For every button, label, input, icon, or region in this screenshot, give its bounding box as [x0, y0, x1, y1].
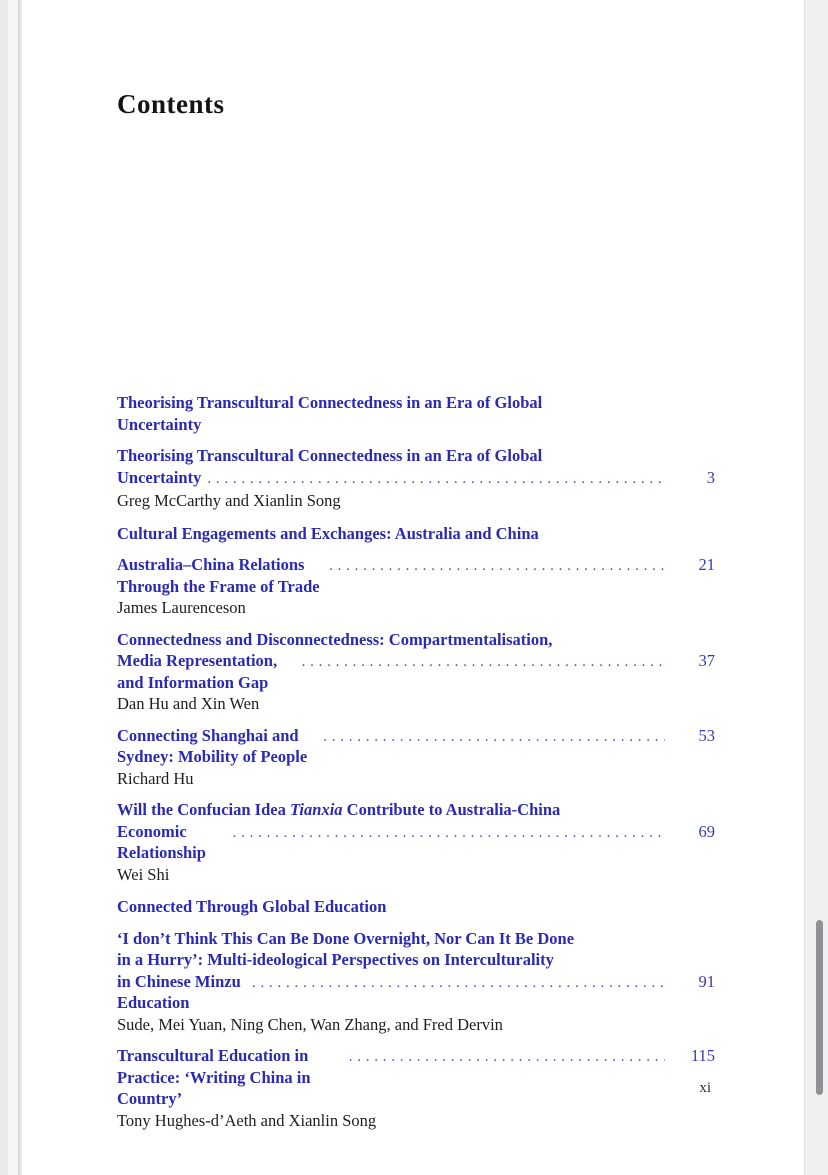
- toc-part-heading: [117, 392, 715, 435]
- toc-part-heading: [117, 523, 715, 545]
- toc-title-line: Theorising Transcultural Connectedness in an Era of Global: [117, 393, 543, 412]
- toc-title-line: Australia–China Relations Through the Frame of Trade . . . 21: [117, 554, 715, 597]
- toc-page-number: 69: [698, 821, 715, 841]
- toc-part-heading: [117, 896, 715, 918]
- dot-leader: [302, 652, 665, 674]
- toc-title-line: Economic Relationship . . . 69: [117, 821, 715, 864]
- toc-title-line: Transcultural Education in Practice: ‘Writing China in Country’ . . . 115: [117, 1045, 715, 1110]
- contents-title: Contents: [117, 89, 225, 119]
- toc-page-number: 37: [698, 651, 715, 670]
- toc-list: [117, 392, 715, 1141]
- toc-title-line: ‘I don’t Think This Can Be Done Overnight, Nor Can It Be Done: [117, 928, 575, 948]
- toc-entry-authors: James Laurenceson: [117, 598, 246, 617]
- document-page: [22, 0, 805, 1175]
- toc-title-line: Media Representation, and Information Gap . . . 37: [117, 650, 715, 693]
- toc-entry[interactable]: [117, 445, 715, 512]
- toc-title-line: Connectedness and Disconnectedness: Compartmentalisation,: [117, 629, 553, 649]
- toc-entry[interactable]: [117, 799, 715, 885]
- toc-title-line: Will the Confucian Idea Tianxia Contribute to Australia-China: [117, 800, 561, 819]
- toc-title-line: Uncertainty . . . 3: [117, 467, 715, 491]
- toc-page-number: 21: [698, 555, 715, 574]
- toc-title-line: Theorising Transcultural Connectedness in an Era of Global: [117, 446, 543, 465]
- toc-title-line: Connecting Shanghai and Sydney: Mobility of People . . . 53: [117, 725, 715, 768]
- toc-entry-authors: Dan Hu and Xin Wen: [117, 694, 260, 713]
- toc-entry-authors: Sude, Mei Yuan, Ning Chen, Wan Zhang, and Fred Dervin: [117, 1014, 503, 1034]
- toc-title-line: Connected Through Global Education: [117, 897, 387, 916]
- dot-leader: [323, 727, 665, 749]
- toc-entry[interactable]: [117, 928, 715, 1036]
- toc-entry-authors: Wei Shi: [117, 864, 170, 884]
- toc-page-number: 3: [706, 467, 715, 487]
- toc-entry[interactable]: [117, 629, 715, 715]
- folio-page-number: xi: [699, 1080, 711, 1096]
- toc-page-number: 91: [698, 971, 715, 991]
- page-edge: [8, 0, 20, 1175]
- dot-leader: [329, 556, 665, 578]
- toc-page-number: 115: [690, 1046, 715, 1065]
- dot-leader: [349, 1047, 665, 1069]
- toc-entry-authors: Tony Hughes-d’Aeth and Xianlin Song: [117, 1110, 377, 1130]
- dot-leader: [252, 973, 665, 995]
- scrollbar-thumb[interactable]: [816, 920, 823, 1095]
- viewer-background-left: [0, 0, 8, 1175]
- toc-title-line: in Chinese Minzu Education . . . 91: [117, 971, 715, 1014]
- toc-title-line: Cultural Engagements and Exchanges: Australia and China: [117, 523, 539, 543]
- toc-entry[interactable]: [117, 554, 715, 619]
- toc-page-number: 53: [698, 725, 715, 745]
- toc-title-line: in a Hurry’: Multi-ideological Perspectives on Interculturality: [117, 950, 554, 969]
- toc-entry-authors: Greg McCarthy and Xianlin Song: [117, 491, 341, 510]
- dot-leader: [233, 823, 665, 845]
- toc-title-line: Uncertainty: [117, 414, 202, 434]
- dot-leader: [207, 469, 665, 491]
- toc-entry[interactable]: [117, 725, 715, 790]
- toc-entry-authors: Richard Hu: [117, 768, 194, 788]
